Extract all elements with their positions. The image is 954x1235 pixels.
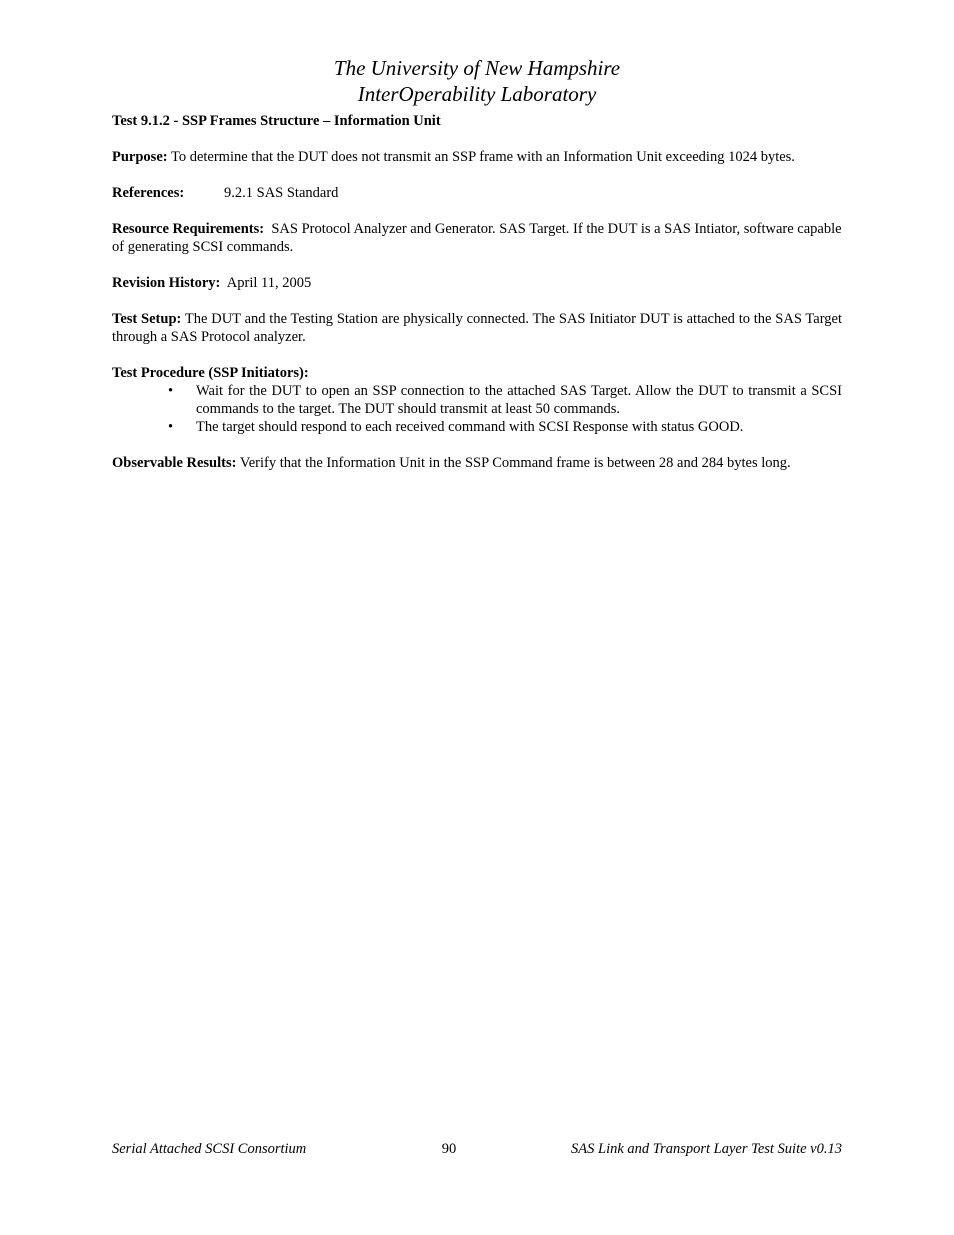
page-header	[0, 55, 954, 107]
purpose-label: Purpose:	[112, 149, 168, 165]
references-text: 9.2.1 SAS Standard	[224, 185, 339, 201]
resources-text: SAS Protocol Analyzer and Generator. SAS Target. If the DUT is a SAS Intiator, software capable of generating SCSI commands.	[112, 221, 842, 255]
bullet-icon: •	[168, 383, 174, 399]
list-item	[168, 418, 842, 436]
resources-label: Resource Requirements:	[112, 221, 265, 237]
header-line-2: InterOperability Laboratory	[357, 82, 597, 106]
resources-section	[112, 220, 842, 256]
document-body	[112, 112, 842, 490]
procedure-step-text: Wait for the DUT to open an SSP connection to the attached SAS Target. Allow the DUT to transmit a SCSI commands to the target. The DUT should transmit at least 50 commands.	[196, 383, 842, 417]
page-number: 90	[441, 1141, 457, 1157]
references-section	[112, 184, 842, 202]
revision-section	[112, 274, 842, 292]
procedure-list	[112, 382, 842, 436]
setup-label: Test Setup:	[112, 311, 182, 327]
footer-left: Serial Attached SCSI Consortium	[112, 1141, 307, 1157]
header-line-1: The University of New Hampshire	[333, 56, 621, 80]
list-item	[168, 382, 842, 418]
procedure-step-text: The target should respond to each received command with SCSI Response with status GOOD.	[196, 419, 744, 435]
procedure-label: Test Procedure (SSP Initiators):	[112, 365, 309, 381]
bullet-icon: •	[168, 419, 174, 435]
setup-text: The DUT and the Testing Station are physically connected. The SAS Initiator DUT is attached to the SAS Target through a SAS Protocol analyzer.	[112, 311, 842, 345]
results-label: Observable Results:	[112, 455, 237, 471]
references-label: References:	[112, 185, 185, 201]
footer-right: SAS Link and Transport Layer Test Suite v0.13	[571, 1141, 842, 1157]
results-text: Verify that the Information Unit in the SSP Command frame is between 28 and 284 bytes long.	[239, 455, 791, 471]
revision-text: April 11, 2005	[226, 275, 312, 291]
purpose-text: To determine that the DUT does not transmit an SSP frame with an Information Unit exceeding 1024 bytes.	[170, 149, 795, 165]
results-section	[112, 454, 842, 472]
setup-section	[112, 310, 842, 346]
purpose-section	[112, 148, 842, 166]
revision-label: Revision History:	[112, 275, 221, 291]
test-title: Test 9.1.2 - SSP Frames Structure – Information Unit	[112, 113, 441, 129]
